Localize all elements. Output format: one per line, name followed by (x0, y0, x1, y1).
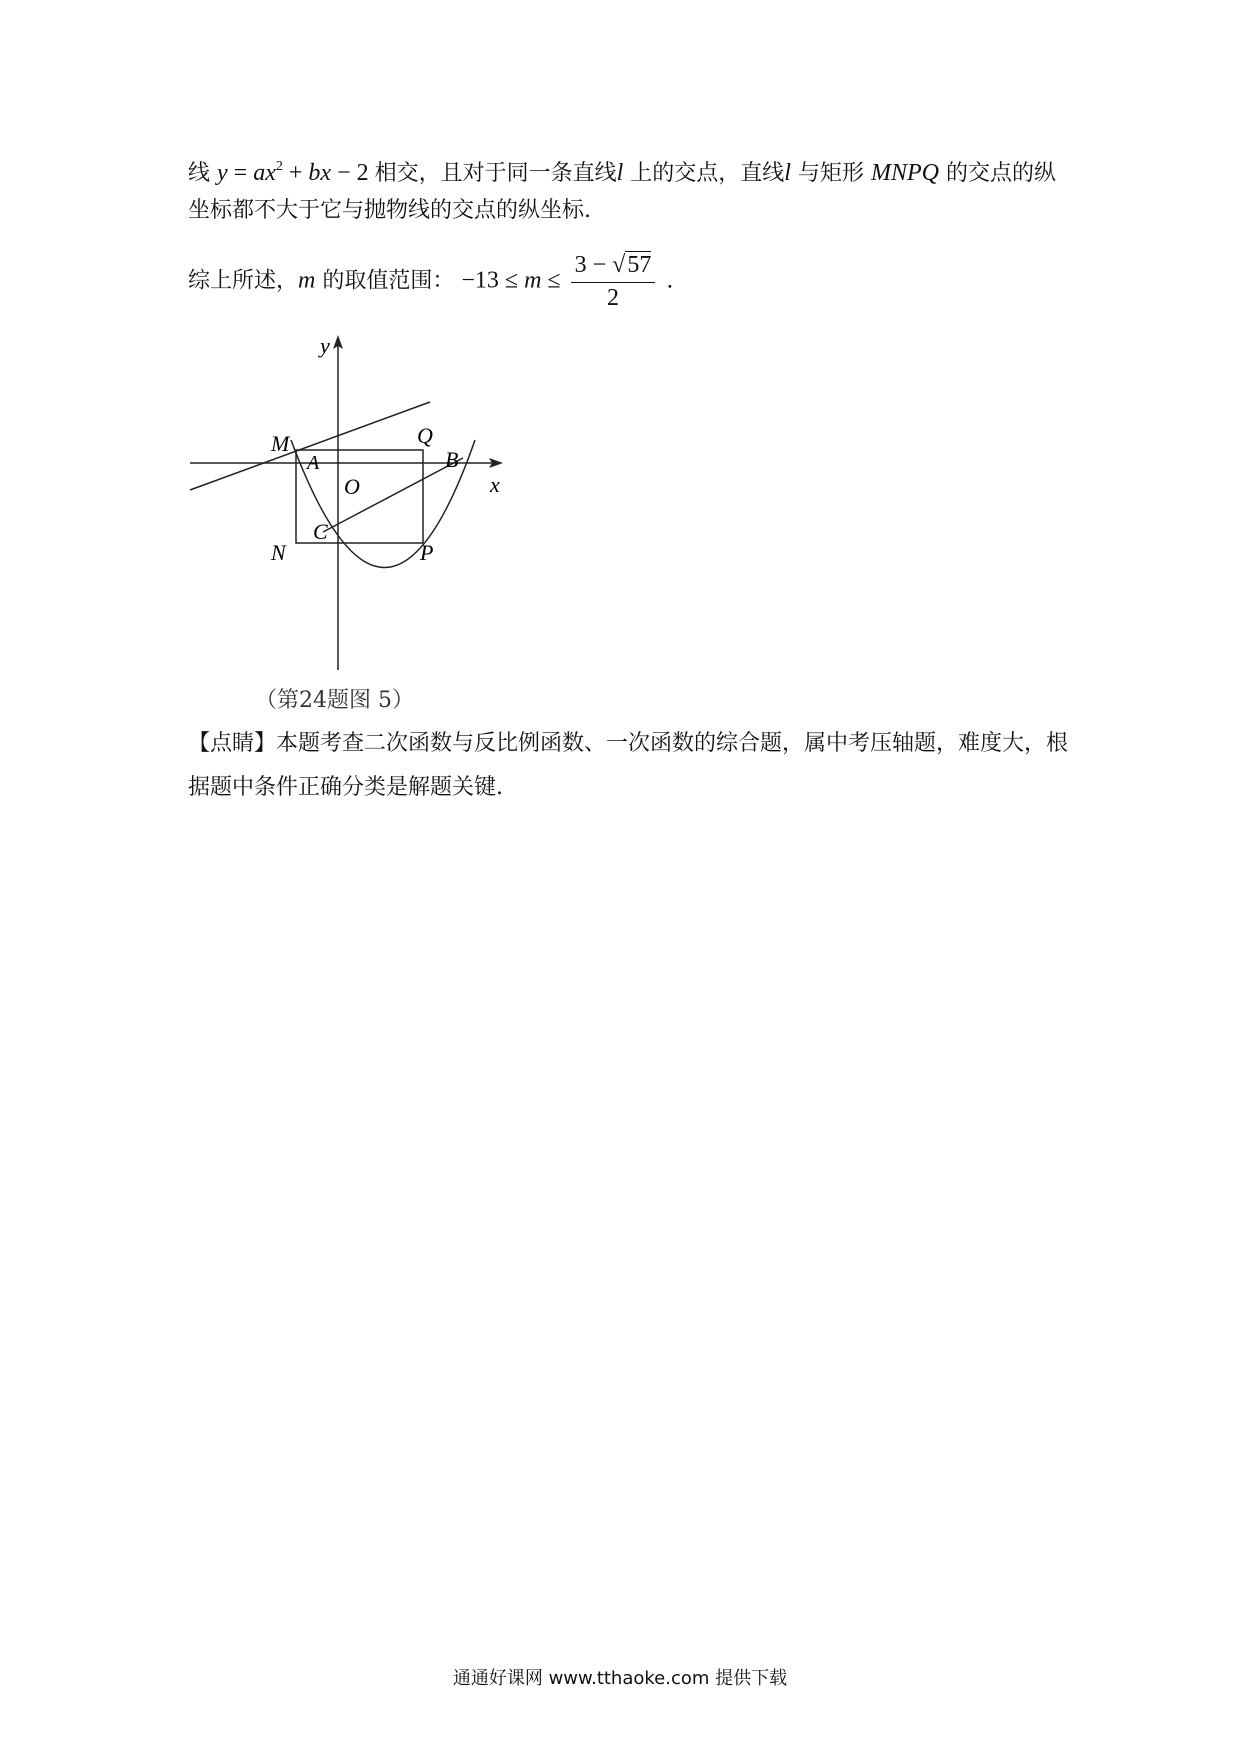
label-a: A (307, 452, 320, 474)
parabola-equation (217, 160, 375, 186)
label-m: M (271, 431, 290, 456)
label-q: Q (417, 423, 433, 448)
solution-line-2: 坐标都不大于它与抛物线的交点的纵坐标. (188, 198, 591, 223)
range-inequality (461, 268, 566, 294)
ineq-left: −13 ≤ (461, 267, 525, 294)
label-c: C (313, 519, 328, 544)
fraction (571, 250, 656, 313)
label-n: N (271, 540, 286, 565)
fraction-numerator: 3 − √57 (571, 250, 656, 283)
solution-line-1 (188, 152, 1056, 189)
num-pre: 3 − (574, 252, 613, 278)
text-segment: 与矩形 (790, 161, 871, 186)
text-segment: 的交点的纵 (938, 161, 1056, 186)
line-l: l (784, 160, 791, 186)
ineq-m: m (524, 267, 542, 294)
period: . (666, 268, 674, 294)
label-p: P (420, 540, 434, 565)
eq-b: b (308, 160, 321, 186)
label-b: B (445, 447, 459, 472)
text-segment: 相交，且对于同一条直线 (374, 161, 617, 186)
ineq-le: ≤ (541, 267, 561, 294)
eq-x2: x (320, 160, 332, 186)
line-l-upper (190, 402, 430, 490)
comment-line-1: 【点睛】本题考查二次函数与反比例函数、一次函数的综合题，属中考压轴题，难度大，根 (188, 731, 1069, 756)
page-footer: 通通好课网 www.tthaoke.com 提供下载 (452, 1668, 788, 1689)
figure-5-diagram (185, 330, 515, 680)
eq-y: y (217, 160, 228, 186)
comment-line-2: 据题中条件正确分类是解题关键. (188, 775, 503, 800)
text-segment: 的取值范围： (315, 268, 455, 294)
var-m: m (298, 267, 316, 294)
label-y: y (320, 333, 330, 358)
rect-name: MNPQ (870, 160, 939, 186)
eq-x: x (265, 160, 276, 186)
fraction-denominator: 2 (606, 285, 619, 311)
eq-minus-2: − 2 (331, 160, 369, 186)
eq-a: a (253, 160, 266, 186)
text-segment: 上的交点，直线 (623, 161, 785, 186)
figure-caption: （第24题图 5） (255, 688, 414, 713)
eq-equals: = (227, 160, 254, 186)
line-l: l (616, 160, 624, 186)
num-sqrt: 57 (627, 252, 652, 278)
text-segment: 综上所述， (188, 268, 299, 294)
label-o: O (344, 474, 360, 499)
label-x: x (490, 472, 500, 497)
text-segment: 线 (188, 161, 217, 186)
eq-plus: + (282, 160, 309, 186)
eq-square: 2 (275, 159, 283, 174)
solution-line-3 (188, 250, 673, 313)
